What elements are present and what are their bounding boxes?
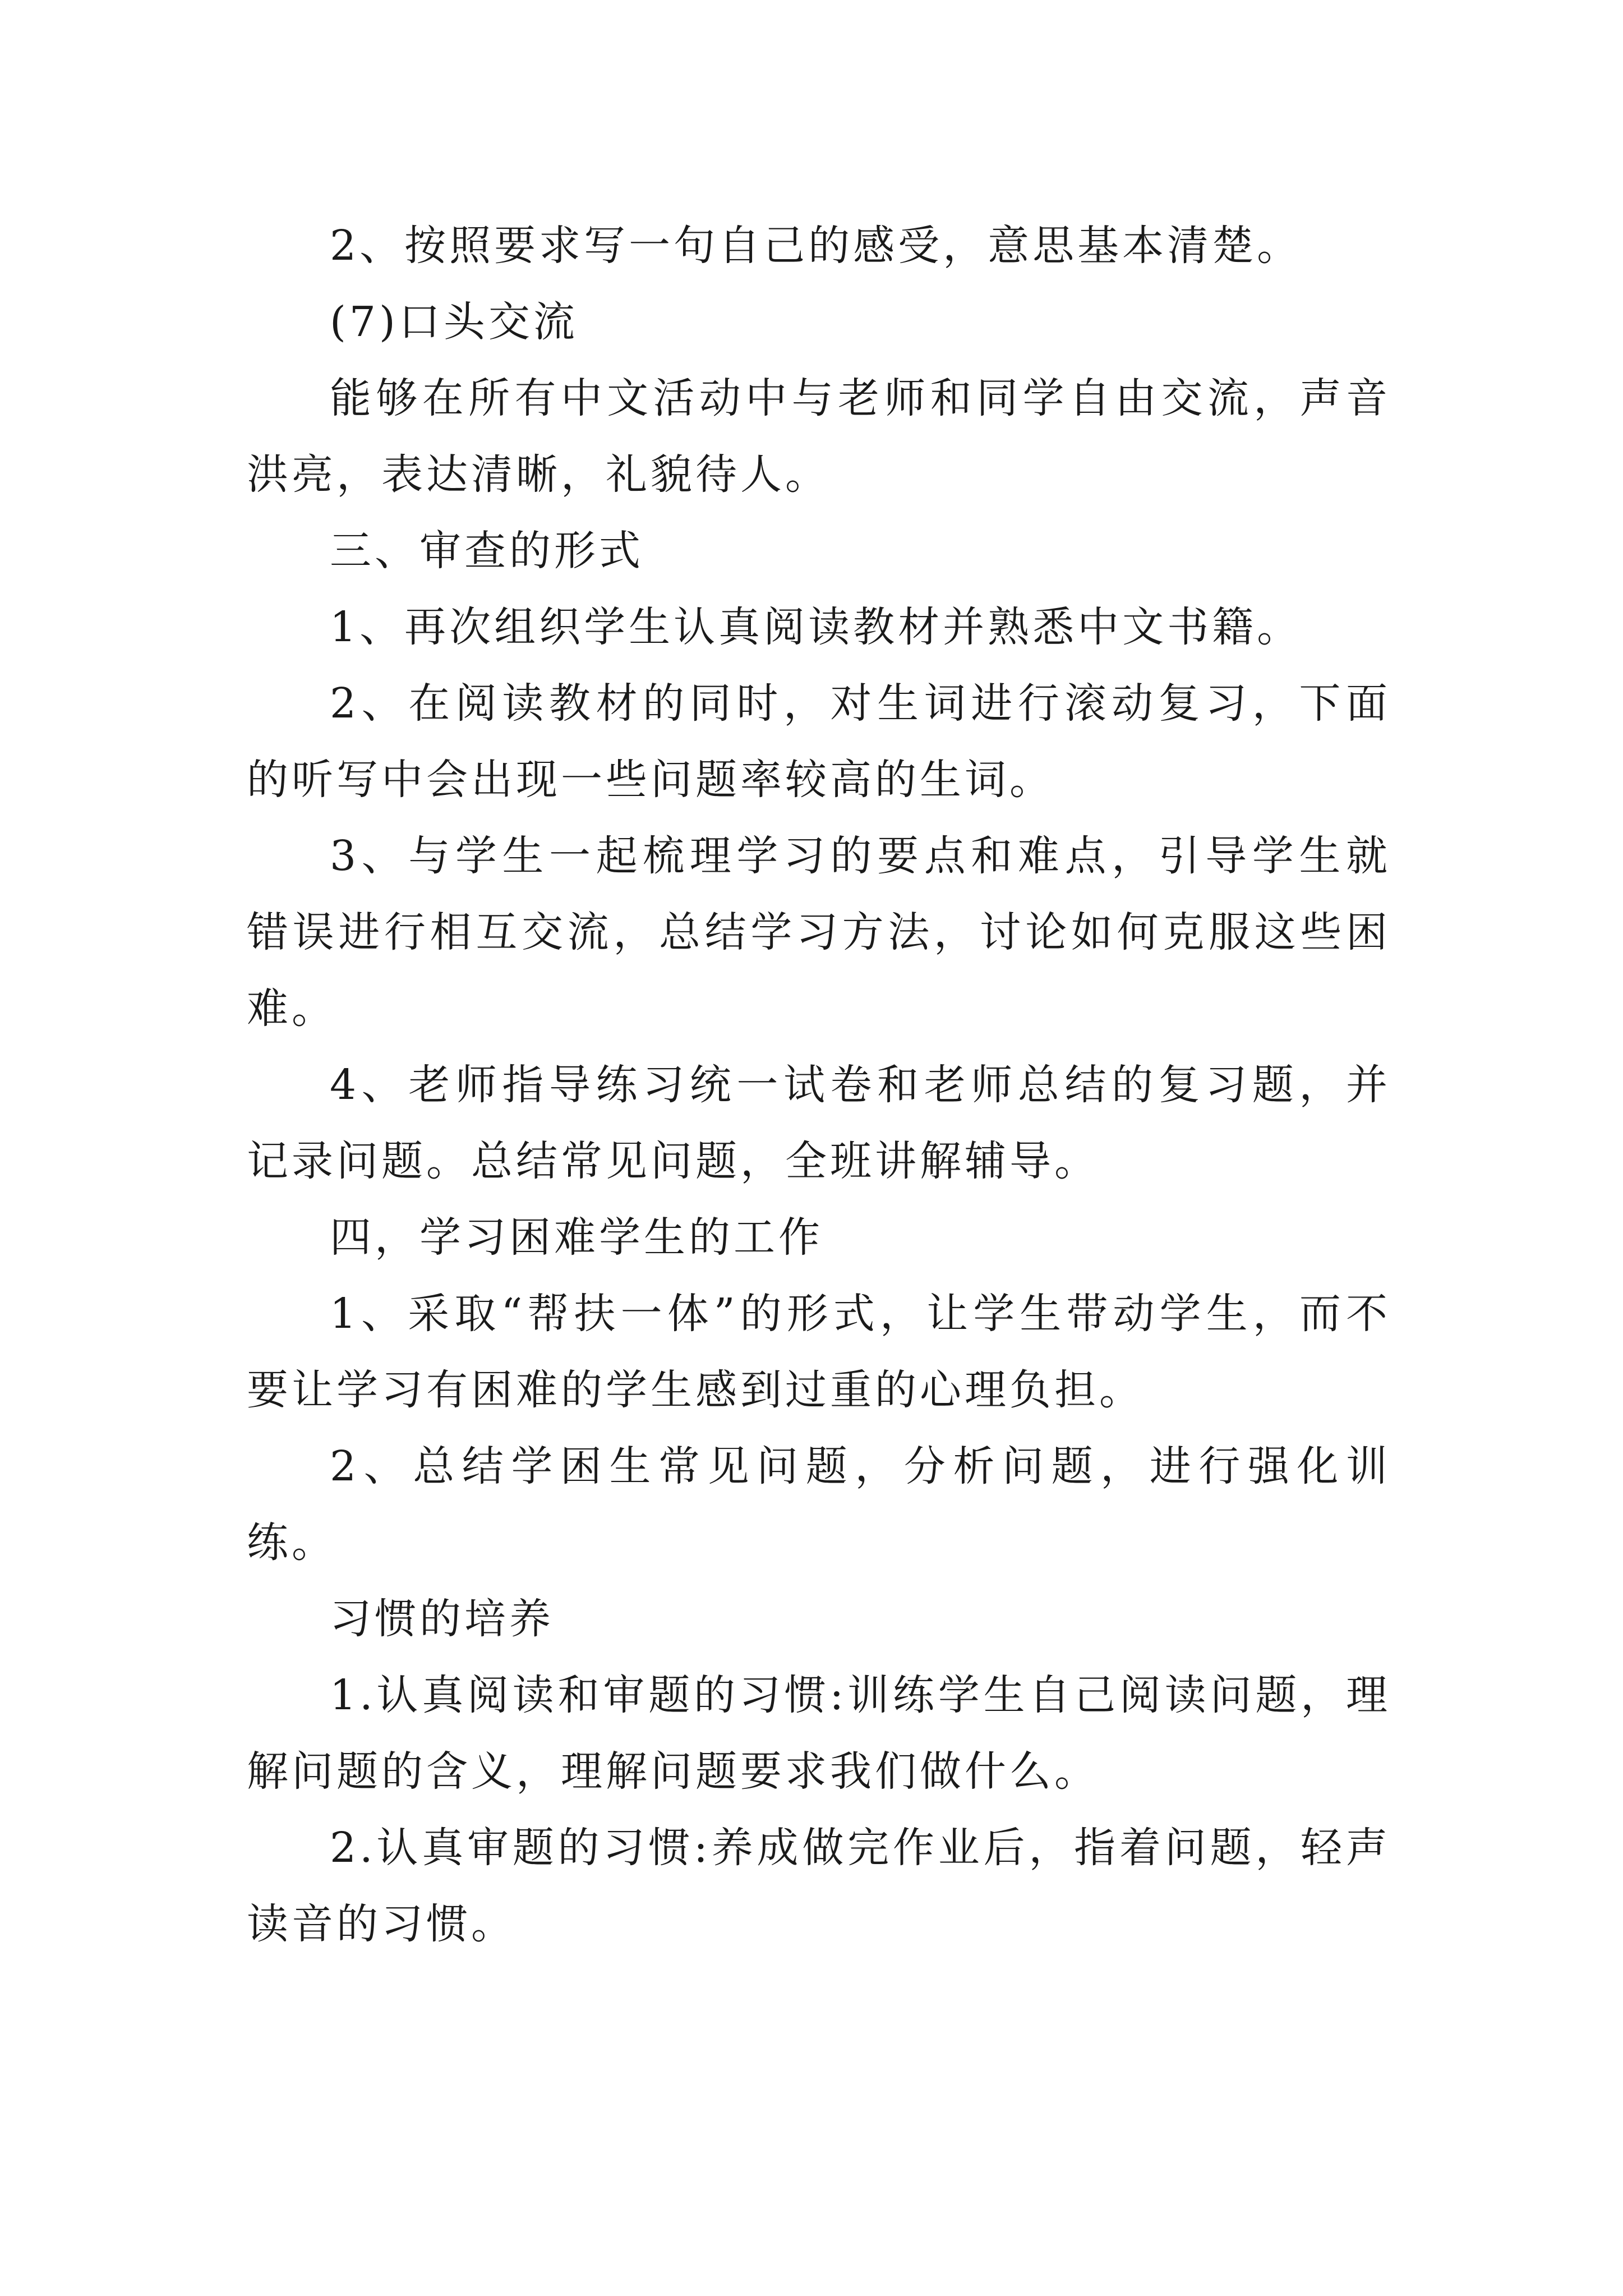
paragraph-struggling-item-2: 2、总结学困生常见问题，分析问题，进行强化训练。 (247, 1442, 1391, 1567)
heading-oral-communication: (7)口头交流 (330, 298, 578, 346)
document-body (247, 208, 1391, 1962)
paragraph-review-item-1: 1、再次组织学生认真阅读教材并熟悉中文书籍。 (330, 603, 1302, 651)
paragraph-feeling-sentence: 2、按照要求写一句自己的感受，意思基本清楚。 (330, 222, 1302, 270)
heading-habit-cultivation: 习惯的培养 (330, 1595, 554, 1643)
paragraph-struggling-item-1: 1、采取“帮扶一体”的形式，让学生带动学生，而不要让学习有困难的学生感到过重的心理负担。 (247, 1290, 1391, 1414)
paragraph-review-item-2: 2、在阅读教材的同时，对生词进行滚动复习，下面的听写中会出现一些问题率较高的生词。 (247, 679, 1391, 804)
heading-review-format: 三、审查的形式 (330, 527, 644, 575)
paragraph-review-item-3: 3、与学生一起梳理学习的要点和难点，引导学生就错误进行相互交流，总结学习方法，讨论如何克服这些困难。 (247, 832, 1391, 1033)
paragraph-oral-communication: 能够在所有中文活动中与老师和同学自由交流，声音洪亮，表达清晰，礼貌待人。 (247, 374, 1391, 499)
paragraph-review-item-4: 4、老师指导练习统一试卷和老师总结的复习题，并记录问题。总结常见问题，全班讲解辅导。 (247, 1061, 1391, 1185)
paragraph-habit-item-1: 1.认真阅读和审题的习惯:训练学生自己阅读问题，理解问题的含义，理解问题要求我们做什么。 (247, 1671, 1391, 1796)
paragraph-habit-item-2: 2.认真审题的习惯:养成做完作业后，指着问题，轻声读音的习惯。 (247, 1824, 1391, 1948)
heading-struggling-students: 四，学习困难学生的工作 (330, 1213, 823, 1262)
